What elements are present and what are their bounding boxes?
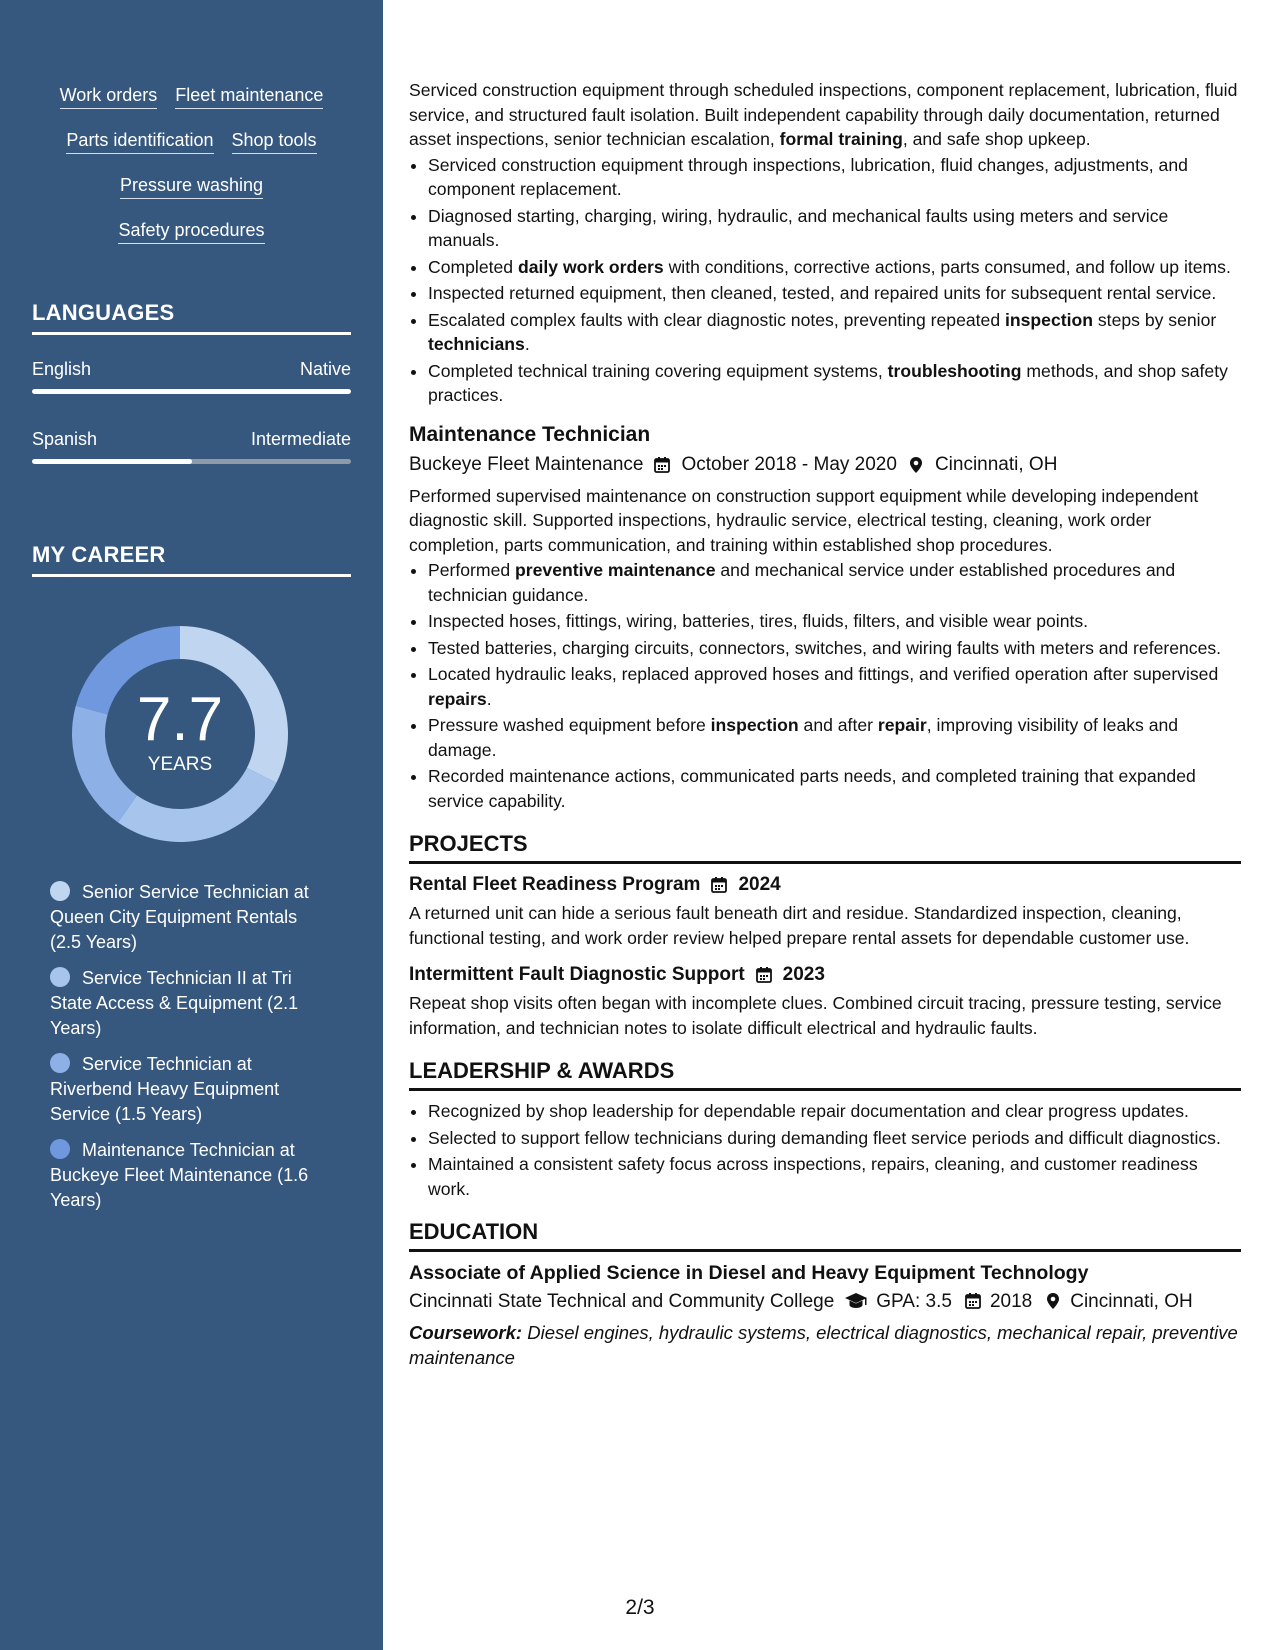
career-item	[50, 1052, 330, 1127]
gpa: GPA: 3.5	[876, 1291, 952, 1312]
skill-row	[32, 84, 351, 109]
leadership-bullet: • Recognized by shop leadership for dependable repair documentation and clear progress updates.	[428, 1099, 1241, 1124]
project-title: Rental Fleet Readiness Program 2024	[409, 874, 781, 895]
sidebar	[0, 0, 383, 1650]
project-year: 2023	[782, 964, 825, 985]
job-summary: Performed supervised maintenance on construction support equipment while developing independent diagnostic skill. Supported inspections, hydraulic service, electrical testing, cleaning, work order completion, parts communication, and training within established shop procedures.	[409, 485, 1199, 555]
language-name: English	[32, 359, 92, 379]
degree-title: Associate of Applied Science in Diesel and Heavy Equipment Technology	[409, 1262, 1089, 1284]
calendar-icon	[755, 966, 773, 984]
job-bullet: • Tested batteries, charging circuits, connectors, switches, and wiring faults with meters and references.	[428, 636, 1241, 661]
job-bullet: • Diagnosed starting, charging, wiring, hydraulic, and mechanical faults using meters and service manuals.	[428, 204, 1241, 253]
job-bullet: • Recorded maintenance actions, communicated parts needs, and completed training that expanded service capability.	[428, 764, 1241, 813]
job-bullet: • Located hydraulic leaks, replaced approved hoses and fittings, and verified operation after supervised repairs.	[428, 662, 1241, 711]
project-title: Intermittent Fault Diagnostic Support 2023	[409, 964, 825, 985]
job-bullets	[409, 558, 1241, 813]
legend-dot-icon	[50, 1139, 70, 1159]
education-meta	[409, 1289, 1241, 1314]
legend-dot-icon	[50, 967, 70, 987]
legend-dot-icon	[50, 1053, 70, 1073]
language-level: Intermediate	[250, 429, 351, 449]
leadership-bullet: • Selected to support fellow technicians during demanding fleet service periods and difficult diagnostics.	[428, 1126, 1241, 1151]
job-bullet: • Serviced construction equipment through inspections, lubrication, fluid changes, adjustments, and component replacement.	[428, 153, 1241, 202]
job-location: Cincinnati, OH	[934, 453, 1058, 475]
job-dates: October 2018 - May 2020	[681, 453, 897, 475]
career-item	[50, 966, 330, 1041]
language-bar	[32, 459, 351, 464]
language-bar-fill	[32, 459, 192, 464]
skill-tag: Safety procedures	[118, 219, 264, 244]
coursework: Coursework: Diesel engines, hydraulic systems, electrical diagnostics, mechanical repair, preventive maintenance	[409, 1322, 1238, 1368]
job-meta	[409, 452, 1241, 478]
location-pin-icon	[907, 456, 925, 474]
skill-tag: Parts identification	[66, 129, 213, 154]
job-summary: Serviced construction equipment through scheduled inspections, component replacement, lubrication, fluid service, and structured fault isolation. Built independent capability through daily documentation, returned asset inspections, senior technician escalation, formal training, and safe shop upkeep.	[409, 80, 1238, 149]
career-item-text: Service Technician at Riverbend Heavy Equipment Service (1.5 Years)	[50, 1054, 280, 1124]
leadership-bullets	[409, 1099, 1241, 1201]
career-item	[50, 1138, 330, 1213]
job-bullet: • Performed preventive maintenance and mechanical service under established procedures and technician guidance.	[428, 558, 1241, 607]
job-bullet: • Pressure washed equipment before inspection and after repair, improving visibility of leaks and damage.	[428, 713, 1241, 762]
skill-tag: Pressure washing	[120, 174, 263, 199]
job-title: Maintenance Technician	[409, 422, 651, 446]
languages-heading: LANGUAGES	[32, 300, 351, 335]
calendar-icon	[710, 876, 728, 894]
legend-dot-icon	[50, 881, 70, 901]
leadership-bullet: • Maintained a consistent safety focus across inspections, repairs, cleaning, and customer readiness work.	[428, 1152, 1241, 1201]
skill-tag: Work orders	[60, 84, 158, 109]
calendar-icon	[653, 456, 671, 474]
school-location: Cincinnati, OH	[1070, 1291, 1193, 1312]
projects-heading: PROJECTS	[409, 831, 1241, 864]
education-heading: EDUCATION	[409, 1219, 1241, 1252]
language-bar	[32, 389, 351, 394]
donut-segment	[118, 768, 276, 842]
skill-row	[32, 174, 351, 199]
language-name: Spanish	[32, 429, 98, 449]
career-item	[50, 880, 330, 955]
graduation-cap-icon	[844, 1291, 868, 1311]
skill-tag: Shop tools	[232, 129, 317, 154]
calendar-icon	[964, 1292, 982, 1310]
company-name: Buckeye Fleet Maintenance	[409, 453, 644, 475]
page-number: 2/3	[625, 1596, 655, 1619]
language-level: Native	[299, 359, 351, 379]
career-heading: MY CAREER	[32, 542, 351, 577]
project-description: Repeat shop visits often began with incomplete clues. Combined circuit tracing, pressure testing, service information, and technician notes to isolate difficult electrical and hydraulic faults.	[409, 993, 1222, 1038]
skill-tag: Fleet maintenance	[175, 84, 323, 109]
skills-list	[32, 84, 351, 264]
school-name: Cincinnati State Technical and Community College	[409, 1291, 835, 1312]
job-bullets	[409, 153, 1241, 408]
skill-row	[32, 129, 351, 154]
career-item-text: Senior Service Technician at Queen City Equipment Rentals (2.5 Years)	[50, 882, 309, 952]
project-description: A returned unit can hide a serious fault beneath dirt and residue. Standardized inspection, cleaning, functional testing, and work order review helped prepare rental assets for dependable customer use.	[409, 903, 1190, 948]
language-spanish	[32, 428, 351, 464]
location-pin-icon	[1044, 1292, 1062, 1310]
project-year: 2024	[738, 874, 781, 895]
career-list	[50, 880, 330, 1224]
skill-row	[32, 219, 351, 244]
graduation-year: 2018	[989, 1291, 1033, 1312]
main-content	[409, 78, 1241, 1370]
language-bar-fill	[32, 389, 351, 394]
career-item-text: Service Technician II at Tri State Access & Equipment (2.1 Years)	[50, 968, 299, 1038]
career-item-text: Maintenance Technician at Buckeye Fleet Maintenance (1.6 Years)	[50, 1140, 309, 1210]
job-bullet: • Inspected hoses, fittings, wiring, batteries, tires, fluids, filters, and visible wear points.	[428, 609, 1241, 634]
job-bullet: • Completed daily work orders with conditions, corrective actions, parts consumed, and follow up items.	[428, 255, 1241, 280]
job-bullet: • Inspected returned equipment, then cleaned, tested, and repaired units for subsequent rental service.	[428, 281, 1241, 306]
language-english	[32, 358, 351, 394]
career-total-years: 7.7	[136, 685, 224, 754]
job-bullet: • Completed technical training covering equipment systems, troubleshooting methods, and shop safety practices.	[428, 359, 1241, 408]
job-bullet: • Escalated complex faults with clear diagnostic notes, preventing repeated inspection steps by senior technicians.	[428, 308, 1241, 357]
leadership-heading: LEADERSHIP & AWARDS	[409, 1058, 1241, 1091]
career-unit: YEARS	[147, 754, 213, 775]
